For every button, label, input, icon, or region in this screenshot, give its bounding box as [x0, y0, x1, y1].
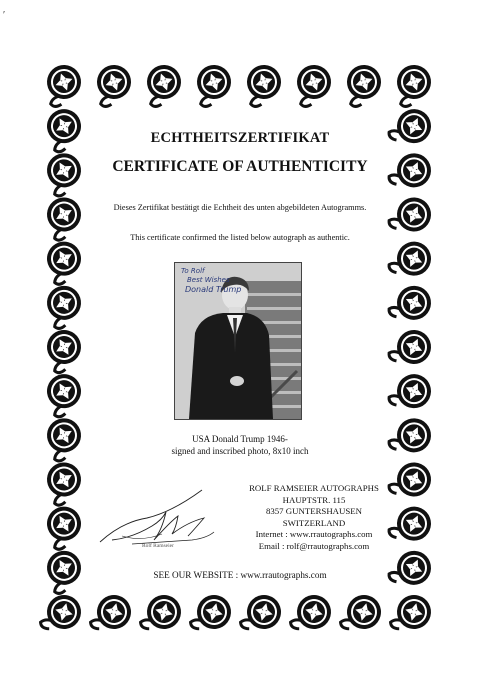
- dealer-name: ROLF RAMSEIER AUTOGRAPHS: [249, 483, 379, 493]
- certificate-title-german: ECHTHEITSZERTIFIKAT: [150, 130, 330, 146]
- inscription-line: Best Wishes: [187, 276, 230, 284]
- film-reel-icon: [239, 590, 284, 636]
- film-reel-icon: [38, 191, 89, 242]
- film-reel-icon: [387, 102, 436, 152]
- caption-line: USA Donald Trump 1946-: [192, 434, 288, 444]
- film-reel-icon: [387, 456, 436, 506]
- film-reel-icon: [38, 545, 89, 596]
- dealer-street: HAUPTSTR. 115: [282, 494, 346, 505]
- dealer-country: SWITZERLAND: [282, 517, 346, 528]
- film-reel-icon: [389, 60, 437, 108]
- film-reel-icon: [387, 367, 436, 417]
- film-reel-icon: [38, 412, 89, 463]
- film-reel-icon: [387, 411, 436, 461]
- film-reel-icon: [38, 235, 89, 286]
- film-reel-icon: [89, 590, 134, 636]
- film-reel-icon: [38, 368, 89, 419]
- film-reel-icon: [39, 590, 84, 636]
- dealer-email: Email : rolf@rrautographs.com: [258, 540, 370, 551]
- film-reel-icon: [387, 191, 436, 241]
- certificate-body: [92, 100, 388, 595]
- film-reel-icon: [289, 590, 334, 636]
- dealer-internet: Internet : www.rrautographs.com: [255, 529, 373, 540]
- dealer-address: [234, 483, 394, 553]
- film-reel-icon: [38, 103, 89, 154]
- film-reel-icon: [387, 146, 436, 196]
- film-reel-icon: [189, 590, 234, 636]
- film-reel-icon: [387, 323, 436, 373]
- film-reel-icon: [38, 456, 89, 507]
- film-reel-icon: [339, 590, 384, 636]
- inscription-line: Donald Trump: [185, 285, 242, 294]
- certificate-description-german: Dieses Zertifikat bestätigt die Echtheit des unten abgebildeten Autogramms.: [113, 203, 367, 212]
- film-reel-icon: [39, 60, 87, 108]
- film-reel-icon: [38, 147, 89, 198]
- certificate-description-english: This certificate confirmed the listed below autograph as authentic.: [130, 233, 350, 242]
- autograph-photo: [174, 262, 302, 420]
- film-reel-icon: [387, 279, 436, 329]
- film-reel-icon: [38, 280, 89, 331]
- film-reel-icon: [139, 590, 184, 636]
- film-reel-icon: [387, 235, 436, 285]
- film-reel-icon: [387, 500, 436, 550]
- film-reel-icon: [38, 324, 89, 375]
- inscription-line: To Rolf: [181, 267, 205, 275]
- caption-line: signed and inscribed photo, 8x10 inch: [171, 446, 309, 456]
- dealer-city: 8357 GUNTERSHAUSEN: [265, 506, 363, 517]
- film-reel-icon: [389, 590, 434, 636]
- website-line: SEE OUR WEBSITE : www.rrautographs.com: [153, 570, 327, 580]
- film-reel-icon: [38, 500, 89, 551]
- photo-caption: [92, 433, 388, 457]
- stray-mark: ′: [3, 10, 6, 21]
- signer-name: Rolf Ramseier: [142, 543, 174, 549]
- certificate-title-english: CERTIFICATE OF AUTHENTICITY: [112, 158, 368, 175]
- film-reel-icon: [387, 544, 436, 594]
